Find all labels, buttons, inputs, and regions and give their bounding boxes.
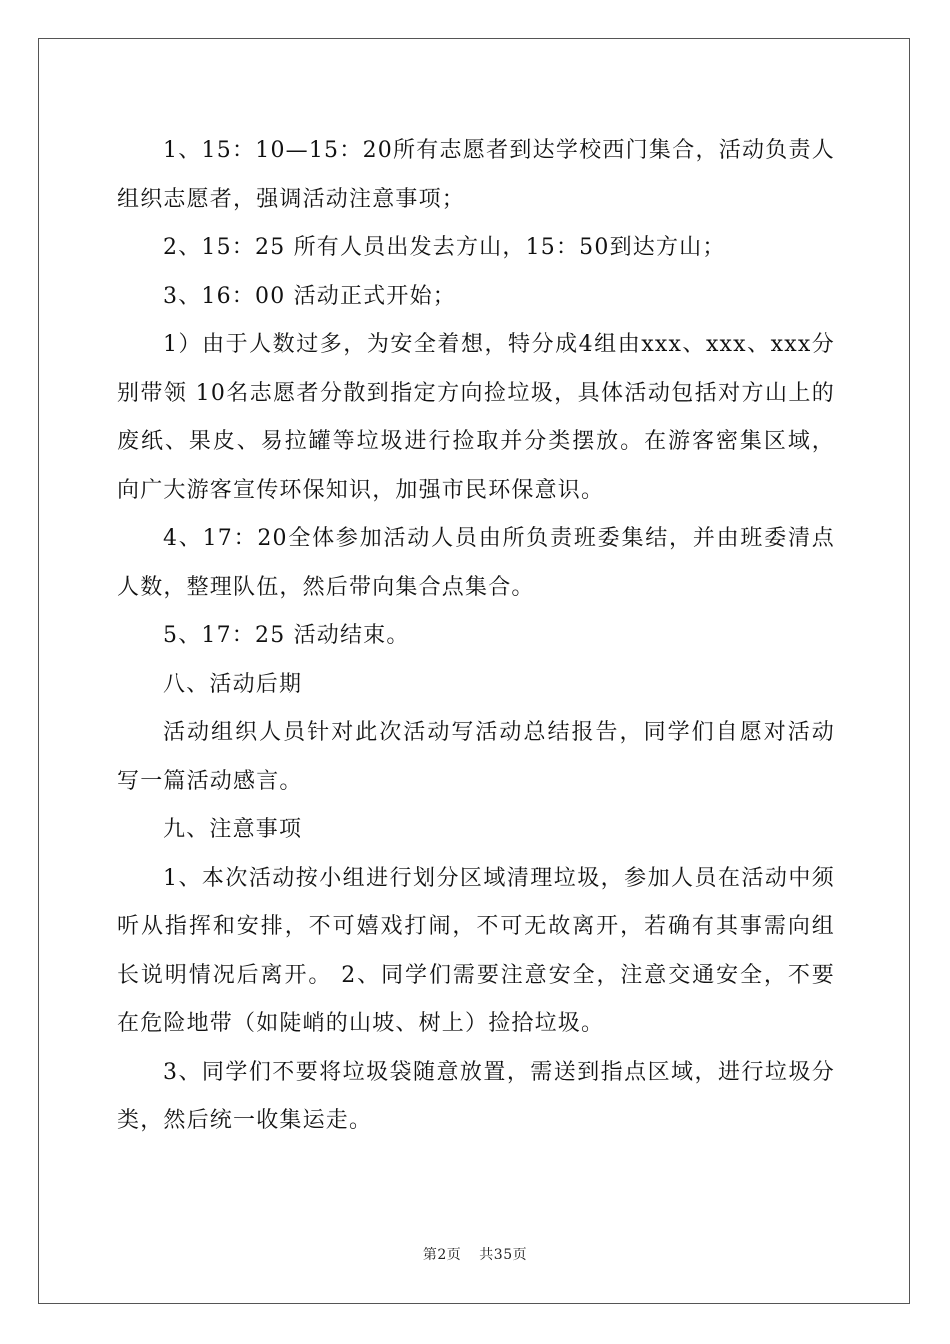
paragraph-schedule-assembly: 1、15：10—15：20所有志愿者到达学校西门集合，活动负责人组织志愿者，强调活动注意事项； bbox=[117, 138, 835, 212]
paragraph-schedule-start: 3、16：00 活动正式开始； bbox=[163, 283, 456, 309]
paragraph-schedule-departure: 2、15：25 所有人员出发去方山，15：50到达方山； bbox=[163, 235, 726, 260]
section-heading-notes: 九、注意事项 bbox=[163, 817, 303, 842]
section-heading-post-activity: 八、活动后期 bbox=[163, 671, 303, 697]
page-footer bbox=[0, 1244, 950, 1264]
paragraph-notes-1-2: 1、本次活动按小组进行划分区域清理垃圾，参加人员在活动中须听从指挥和安排，不可嬉戏打闹，不可无故离开，若确有其事需向组长说明情况后离开。 2、同学们需要注意安全，注意交通安全，不要在危险地带（如陡峭的山坡、树上）捡拾垃圾。 bbox=[117, 865, 835, 1036]
page-total: 共35页 bbox=[479, 1247, 528, 1263]
page-number: 第2页 bbox=[422, 1247, 462, 1263]
paragraph-schedule-end: 5、17：25 活动结束。 bbox=[163, 623, 410, 648]
paragraph-notes-3: 3、同学们不要将垃圾袋随意放置，需送到指点区域，进行垃圾分类，然后统一收集运走。 bbox=[117, 1059, 835, 1133]
paragraph-schedule-gather: 4、17：20全体参加活动人员由所负责班委集结，并由班委清点人数，整理队伍，然后带向集合点集合。 bbox=[117, 526, 835, 600]
document-body bbox=[117, 127, 835, 1146]
paragraph-group-activities: 1）由于人数过多，为安全着想，特分成4组由xxx、xxx、xxx分别带领 10名志愿者分散到指定方向捡垃圾，具体活动包括对方山上的废纸、果皮、易拉罐等垃圾进行捡取并分类摆放。在游客密集区域，向广大游客宣传环保知识，加强市民环保意识。 bbox=[117, 332, 835, 503]
paragraph-post-activity: 活动组织人员针对此次活动写活动总结报告，同学们自愿对活动写一篇活动感言。 bbox=[117, 720, 835, 794]
